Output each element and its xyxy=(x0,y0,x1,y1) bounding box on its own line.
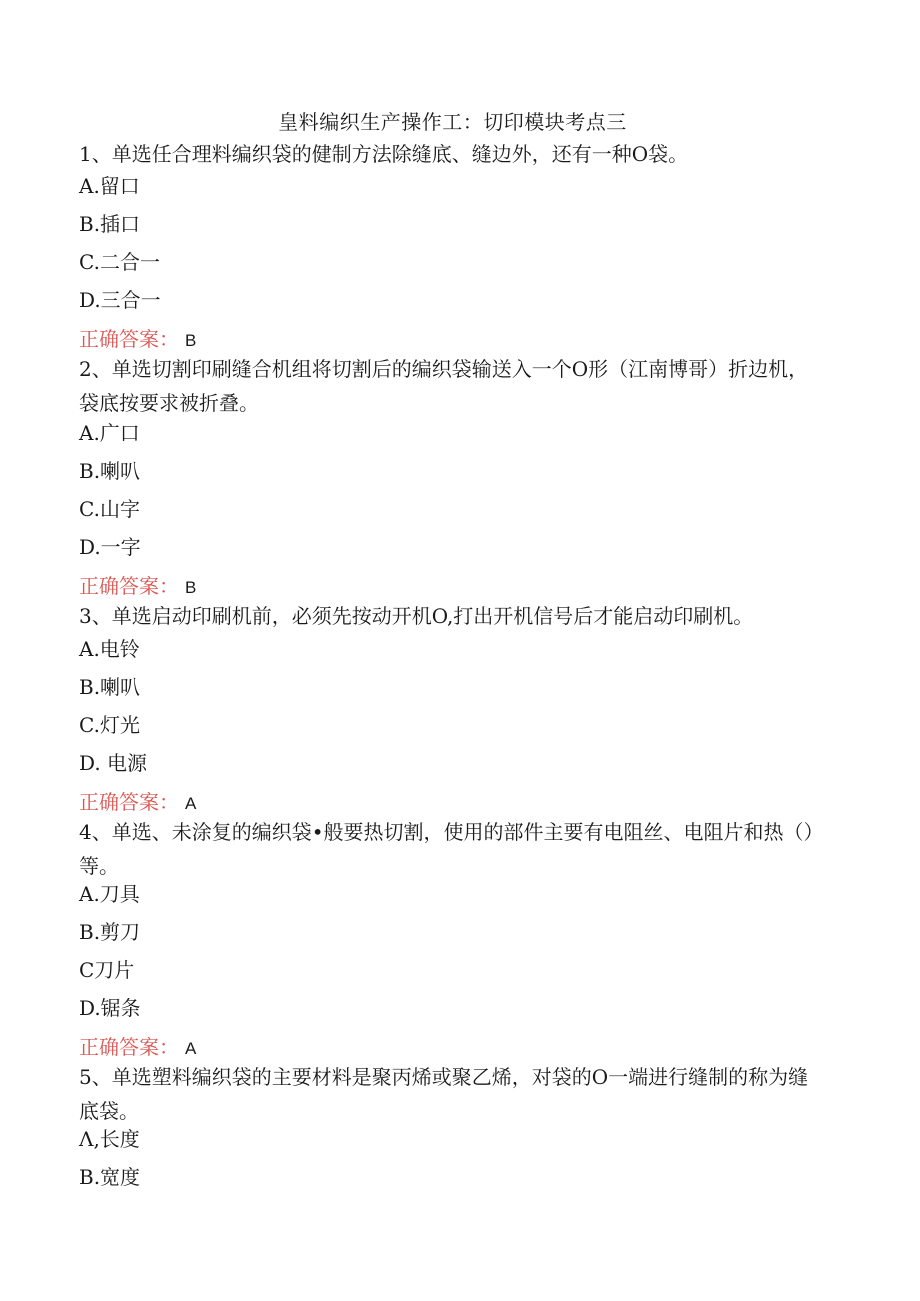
question-4-text: 4、单选、未涂复的编织袋•般要热切割，使用的部件主要有电阻丝、电阻片和热（）等。 xyxy=(79,820,824,878)
document-title: 皇料编织生产操作工：切印模块考点三 xyxy=(278,110,627,134)
question-1-answer xyxy=(79,325,196,355)
answer-label: 正确答案： xyxy=(79,1035,179,1059)
answer-value: B xyxy=(185,578,197,597)
question-4-option-d: D.锯条 xyxy=(79,996,141,1020)
question-4-option-b: B.剪刀 xyxy=(79,920,141,944)
question-2-option-c: C.山字 xyxy=(79,497,140,521)
question-5-option-a: Λ,长度 xyxy=(79,1127,140,1151)
answer-label: 正确答案： xyxy=(79,790,179,814)
question-2-answer xyxy=(79,572,196,602)
question-4-option-a: A.刀具 xyxy=(79,882,140,906)
answer-value: A xyxy=(185,1039,197,1058)
answer-label: 正确答案： xyxy=(79,574,179,598)
answer-value: A xyxy=(185,794,197,813)
question-3-option-b: B.喇叭 xyxy=(79,675,141,699)
question-2-text: 2、单选切割印刷缝合机组将切割后的编织袋输送入一个O形（江南博哥）折边机，袋底按要求被折叠。 xyxy=(79,357,809,415)
question-3-answer xyxy=(79,788,196,818)
question-1-option-a: A.留口 xyxy=(79,174,140,198)
answer-value: B xyxy=(185,331,197,350)
answer-label: 正确答案： xyxy=(79,327,179,351)
question-1-option-d: D.三合一 xyxy=(79,288,161,312)
question-2-option-d: D.一字 xyxy=(79,535,141,559)
question-3-text: 3、单选启动印刷机前，必须先按动开机O,打出开机信号后才能启动印刷机。 xyxy=(79,604,754,628)
question-4-option-c: C刀片 xyxy=(79,958,135,982)
question-1-option-c: C.二合一 xyxy=(79,250,160,274)
question-5-text: 5、单选塑料编织袋的主要材料是聚丙烯或聚乙烯，对袋的O一端进行缝制的称为缝底袋。 xyxy=(79,1065,809,1123)
question-2-option-b: B.喇叭 xyxy=(79,459,141,483)
question-3-option-c: C.灯光 xyxy=(79,713,140,737)
question-4-answer xyxy=(79,1033,196,1063)
question-5-option-b: B.宽度 xyxy=(79,1165,141,1189)
question-2-option-a: A.广口 xyxy=(79,421,140,445)
question-1-text: 1、单选任合理料编织袋的健制方法除缝底、缝边外，还有一种O袋。 xyxy=(79,142,689,166)
question-3-option-d: D. 电源 xyxy=(79,751,148,775)
question-1-option-b: B.插口 xyxy=(79,212,141,236)
question-3-option-a: A.电铃 xyxy=(79,637,140,661)
